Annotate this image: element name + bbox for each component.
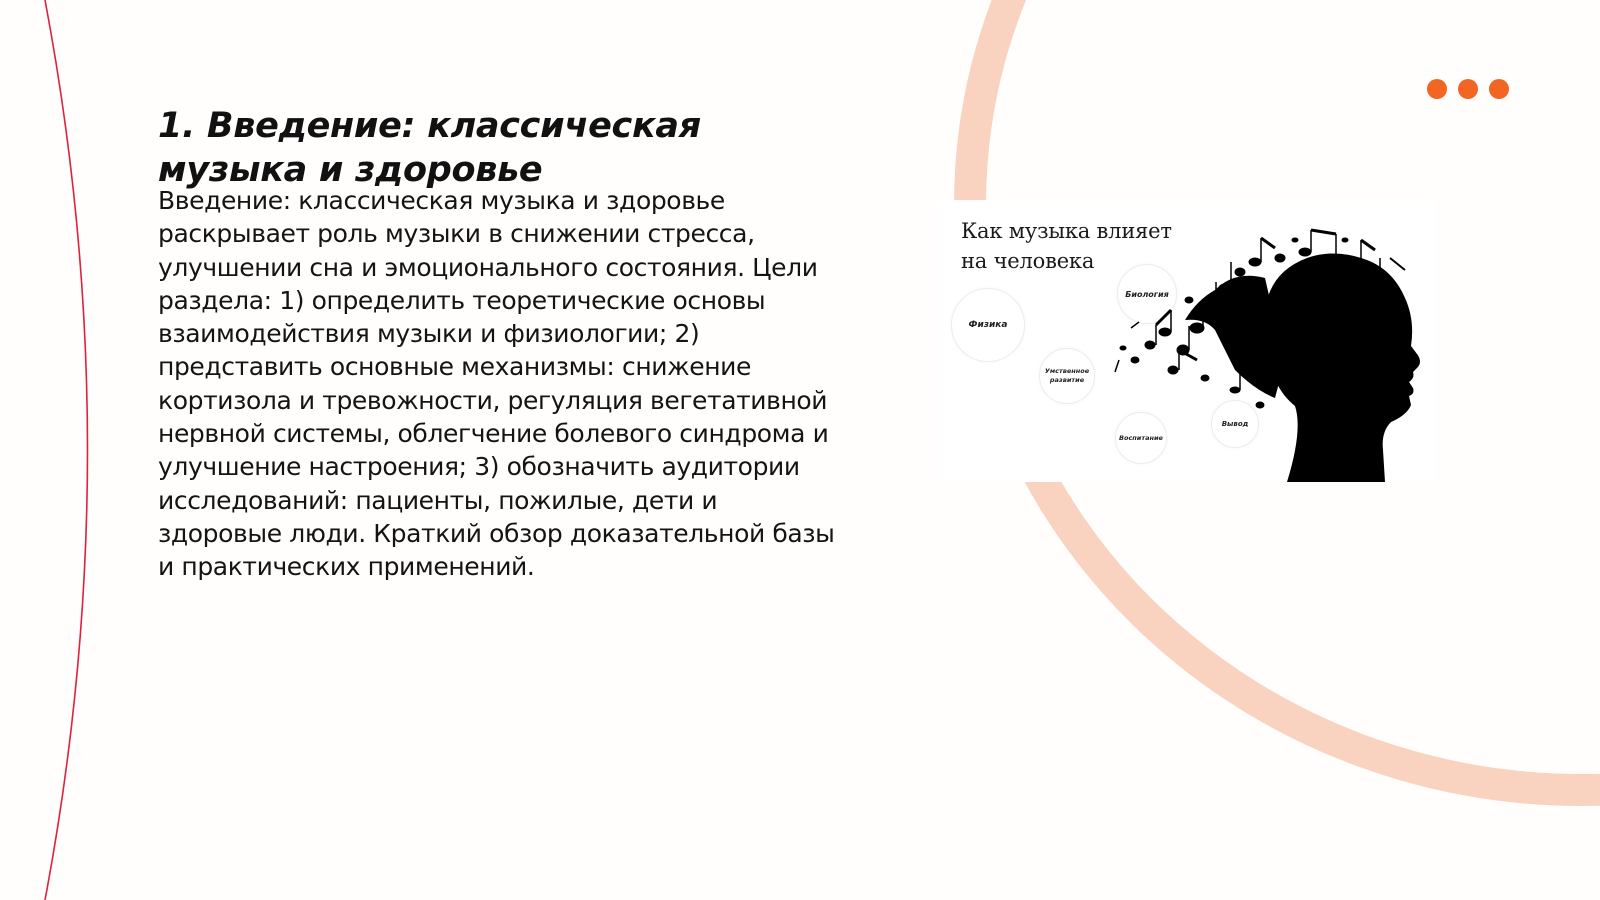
dot-icon [1458, 79, 1478, 99]
music-head-image [935, 200, 1435, 482]
three-dots-decoration [1427, 79, 1509, 99]
bubble-conclusion: Вывод [1211, 400, 1259, 448]
head-silhouette-icon [935, 200, 1435, 482]
slide-title: 1. Введение: классическая музыка и здоровье [158, 106, 701, 190]
bubble-biology: Биология [1117, 264, 1177, 324]
dot-icon [1427, 79, 1447, 99]
bubble-physics: Физика [951, 288, 1025, 362]
image-caption-line2: на человека [961, 249, 1095, 273]
slide-body-text: Введение: классическая музыка и здоровье раскрывает роль музыки в снижении стресса, улучшении сна и эмоционального состояния. Цели раздела: 1) определить теоретические основы взаимодействия музыки и физиологии; 2) представить основные механизмы: снижение кортизола и тревожности, регуляция вегетативной нервной системы, облегчение болевого синдрома и улучшение настроения; 3) обозначить аудитории исследований: пациенты, пожилые, дети и здоровые люди. Краткий обзор доказательной базы и практических применений. [158, 186, 835, 582]
dot-icon [1489, 79, 1509, 99]
red-curve-decoration [45, 0, 88, 900]
bubble-mental-development: Умственное развитие [1039, 348, 1095, 404]
bubble-upbringing: Воспитание [1115, 412, 1167, 464]
image-caption-line1: Как музыка влияет [961, 219, 1172, 243]
